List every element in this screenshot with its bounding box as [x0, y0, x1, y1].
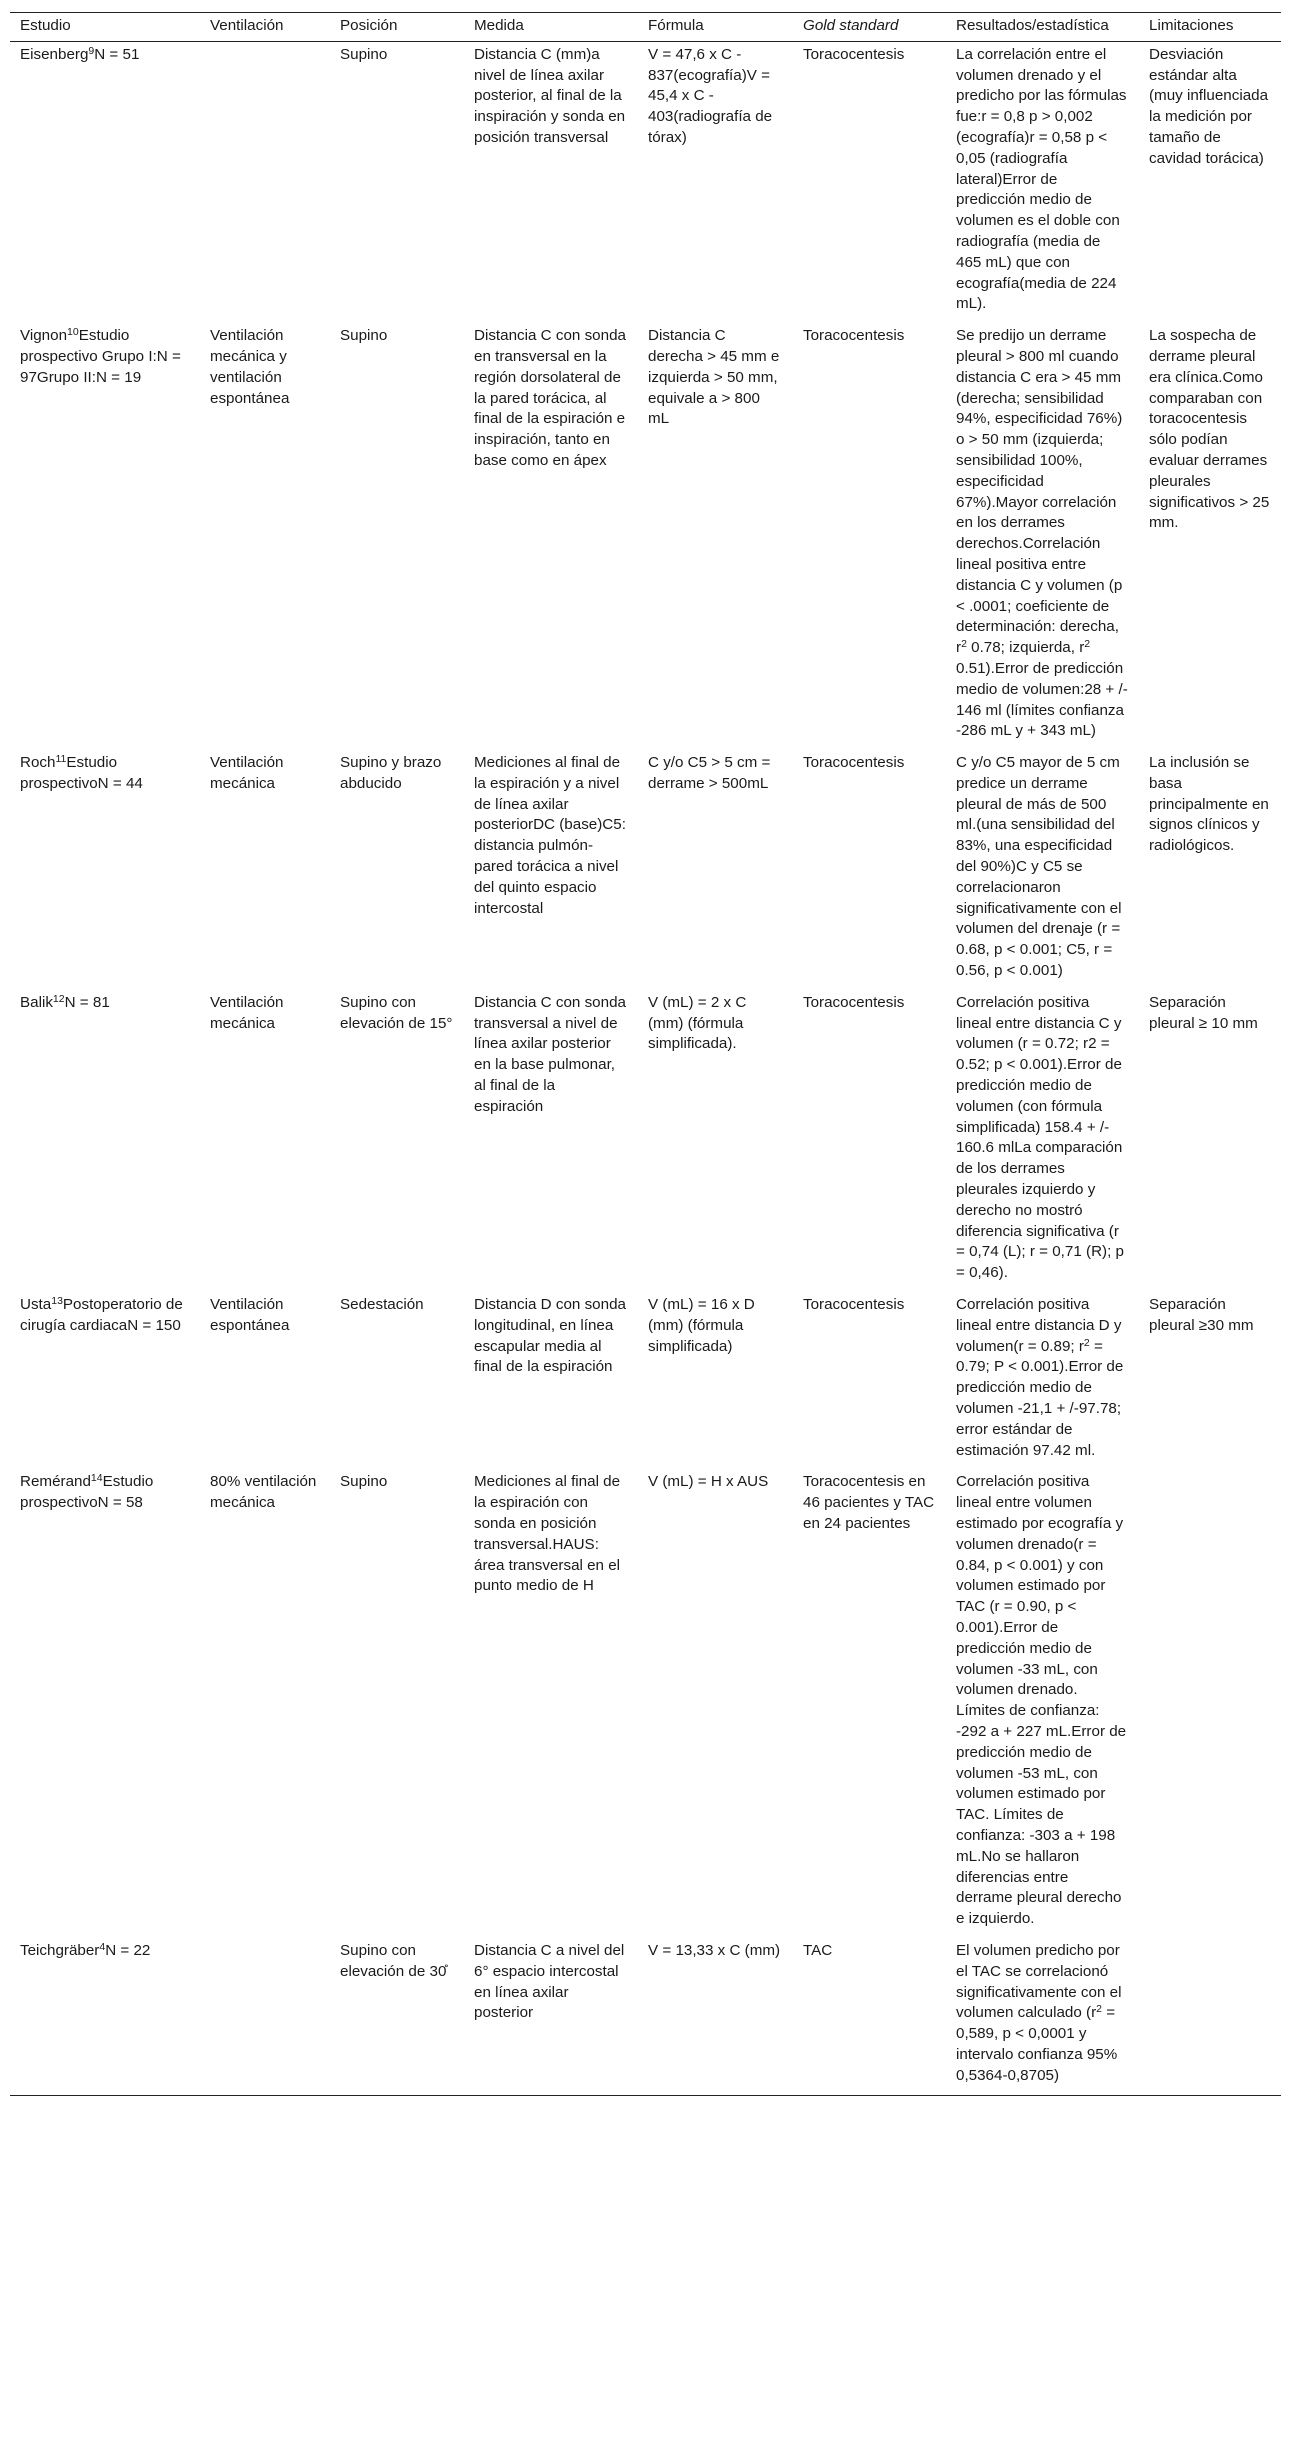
- cell-medida: Mediciones al final de la espiración y a nivel de línea axilar posteriorDC (base)C5: distancia pulmón-pared torácica a nivel del quinto espacio intercostal: [474, 754, 626, 917]
- header-medida: Medida: [474, 17, 524, 34]
- results-text: Se predijo un derrame pleural > 800 ml cuando distancia C era > 45 mm (derecha; sensibilidad 94%, especificidad 76%) o > 50 mm (izquierda; sensibilidad 100%, especificidad 67%).Mayor correlación en los derrames derechos.Correlación lineal positiva entre distancia C y volumen (p < .0001; coeficiente de determinación: derecha, r: [956, 327, 1123, 657]
- header-resultados: Resultados/estadística: [956, 17, 1109, 34]
- superscript: 2: [1096, 2003, 1102, 2016]
- cell-posicion: Supino: [340, 327, 388, 345]
- study-details: Estudio prospectivoN = 58: [20, 1473, 154, 1512]
- cell-limitaciones: [1139, 1938, 1281, 2095]
- study-details: Postoperatorio de cirugía cardiacaN = 150: [20, 1296, 183, 1334]
- header-formula: Fórmula: [648, 17, 704, 34]
- header-gold-standard: Gold standard: [803, 17, 899, 34]
- study-author: Eisenberg: [20, 45, 89, 63]
- cell-estudio: [10, 1469, 200, 1938]
- results-text: La correlación entre el volumen drenado y el predicho por las fórmulas fue:r = 0,8 p > 0,002 (ecografía)r = 0,58 p < 0,05 (radiografía lateral)Error de predicción medio de volumen es el doble con radiografía (media de 465 mL) que con ecografía(media de 224 mL).: [956, 45, 1127, 313]
- study-author: Balik: [20, 993, 53, 1011]
- header-posicion: Posición: [340, 17, 398, 34]
- study-author: Vignon: [20, 327, 68, 345]
- results-text: El volumen predicho por el TAC se correlacionó significativamente con el volumen calculado (r: [956, 1941, 1122, 2022]
- cell-posicion: Supino con elevación de 30̊: [340, 1941, 447, 1980]
- cell-posicion: Supino: [340, 1473, 388, 1491]
- cell-limitaciones: [1139, 1469, 1281, 1938]
- header-estudio: Estudio: [20, 17, 71, 34]
- table-row: [10, 41, 1281, 323]
- cell-gold-standard: Toracocentesis: [803, 993, 905, 1011]
- study-author: Usta: [20, 1296, 52, 1314]
- cell-resultados: [946, 1469, 1139, 1938]
- cell-ventilacion: Ventilación mecánica: [210, 754, 284, 792]
- cell-limitaciones: Desviación estándar alta (muy influenciada la medición por tamaño de cavidad torácica): [1149, 45, 1269, 167]
- cell-medida: Distancia C (mm)a nivel de línea axilar posterior, al final de la inspiración y sonda en posición transversal: [474, 45, 626, 146]
- cell-resultados: [946, 323, 1139, 750]
- superscript: 2: [1083, 1336, 1090, 1349]
- cell-medida: Mediciones al final de la espiración con sonda en posición transversal.HAUS: área transversal en el punto medio de H: [474, 1473, 621, 1595]
- cell-ventilacion: Ventilación mecánica: [210, 993, 284, 1032]
- cell-limitaciones: La sospecha de derrame pleural era clínica.Como comparaban con toracocentesis sólo podían evaluar derrames pleurales significativos > 25 mm.: [1149, 327, 1270, 532]
- cell-limitaciones: La inclusión se basa principalmente en signos clínicos y radiológicos.: [1149, 754, 1269, 855]
- cell-ventilacion: [200, 41, 330, 323]
- superscript: 2: [1084, 638, 1091, 651]
- cell-estudio: [10, 41, 200, 323]
- results-text: Correlación positiva lineal entre distancia D y volumen(r = 0.89; r: [956, 1296, 1122, 1355]
- study-details: N = 51: [94, 45, 140, 63]
- results-text: = 0.79; P < 0.001).Error de predicción medio de volumen -21,1 + /-97.78; error estándar de estimación 97.42 ml.: [956, 1337, 1124, 1459]
- study-reference: 4: [99, 1940, 106, 1953]
- results-text: = 0,589, p < 0,0001 y intervalo confianza 95% 0,5364-0,8705): [956, 2004, 1118, 2084]
- study-reference: 11: [55, 753, 67, 766]
- results-text: Correlación positiva lineal entre distancia C y volumen (r = 0.72; r2 = 0.52; p < 0.001).Error de predicción medio de volumen (con fórmula simplificada) 158.4 + /- 160.6 mlLa comparación de los derrames pleurales izquierdo y derecho no mostró diferencia significativa (r = 0,74 (L); r = 0,71 (R); p = 0,46).: [956, 993, 1124, 1282]
- table-row: [10, 1292, 1281, 1469]
- cell-ventilacion: 80% ventilación mecánica: [210, 1473, 317, 1512]
- results-text: 0.51).Error de predicción medio de volumen:28 + /- 146 ml (límites confianza -286 mL y + 343 mL): [956, 659, 1128, 740]
- ultrasound-pleural-effusion-table: [10, 12, 1281, 2096]
- cell-gold-standard: Toracocentesis: [803, 45, 905, 63]
- cell-ventilacion: Ventilación mecánica y ventilación espontánea: [210, 327, 290, 407]
- cell-resultados: [946, 41, 1139, 323]
- cell-gold-standard: Toracocentesis: [803, 754, 905, 772]
- table-row: [10, 1469, 1281, 1938]
- cell-formula: V = 47,6 x C - 837(ecografía)V = 45,4 x C - 403(radiografía de tórax): [648, 45, 773, 146]
- study-reference: 9: [88, 44, 95, 57]
- study-author: Remérand: [20, 1473, 91, 1491]
- cell-resultados: [946, 750, 1139, 990]
- header-limitaciones: Limitaciones: [1149, 17, 1234, 34]
- cell-medida: Distancia C con sonda transversal a nivel de línea axilar posterior en la base pulmonar, al final de la espiración: [474, 993, 626, 1115]
- cell-gold-standard: Toracocentesis: [803, 327, 905, 345]
- cell-posicion: Supino con elevación de 15°: [340, 993, 453, 1032]
- cell-limitaciones: Separación pleural ≥30 mm: [1149, 1296, 1254, 1334]
- cell-estudio: [10, 323, 200, 750]
- cell-posicion: Supino: [340, 45, 388, 63]
- study-author: Roch: [20, 754, 56, 772]
- cell-formula: V = 13,33 x C (mm): [648, 1941, 781, 1959]
- table-header-row: [10, 13, 1281, 42]
- results-text: C y/o C5 mayor de 5 cm predice un derrame pleural de más de 500 ml.(una sensibilidad del 83%, una especificidad del 90%)C y C5 se correlacionaron significativamente con el volumen del drenaje (r = 0.68, p < 0.001; C5, r = 0.56, p < 0.001): [956, 754, 1122, 980]
- study-reference: 13: [51, 1295, 63, 1308]
- cell-posicion: Sedestación: [340, 1296, 424, 1314]
- cell-gold-standard: Toracocentesis: [803, 1296, 905, 1314]
- cell-limitaciones: Separación pleural ≥ 10 mm: [1149, 993, 1258, 1032]
- cell-estudio: [10, 750, 200, 990]
- cell-ventilacion: Ventilación espontánea: [210, 1296, 290, 1334]
- cell-estudio: [10, 1938, 200, 2095]
- results-text: Correlación positiva lineal entre volumen estimado por ecografía y volumen drenado(r = 0.84, p < 0.001) y con volumen estimado por TAC (r = 0.90, p < 0.001).Error de predicción medio de volumen -33 mL, con volumen drenado. Límites de confianza: -292 a + 227 mL.Error de predicción medio de volumen -53 mL, con volumen estimado por TAC. Límites de confianza: -303 a + 198 mL.No se hallaron diferencias entre derrame pleural derecho e izquierdo.: [956, 1473, 1127, 1928]
- results-text: 0.78; izquierda, r: [966, 639, 1085, 657]
- cell-formula: V (mL) = 16 x D (mm) (fórmula simplificada): [648, 1296, 755, 1355]
- cell-medida: Distancia C con sonda en transversal en la región dorsolateral de la pared torácica, al final de la espiración e inspiración, tanto en base como en ápex: [474, 327, 626, 469]
- cell-formula: V (mL) = H x AUS: [648, 1473, 769, 1491]
- study-details: Estudio prospectivoN = 44: [20, 754, 143, 792]
- superscript: 2: [961, 638, 967, 651]
- cell-resultados: [946, 1292, 1139, 1469]
- cell-estudio: [10, 1292, 200, 1469]
- table-row: [10, 750, 1281, 990]
- cell-posicion: Supino y brazo abducido: [340, 754, 442, 792]
- cell-ventilacion: [200, 1938, 330, 2095]
- study-author: Teichgräber: [20, 1941, 100, 1959]
- study-details: N = 22: [105, 1941, 151, 1959]
- cell-formula: Distancia C derecha > 45 mm e izquierda > 50 mm, equivale a > 800 mL: [648, 327, 780, 428]
- study-reference: 12: [52, 992, 65, 1005]
- cell-resultados: [946, 990, 1139, 1292]
- header-ventilacion: Ventilación: [210, 17, 284, 34]
- cell-medida: Distancia D con sonda longitudinal, en línea escapular media al final de la espiración: [474, 1296, 626, 1376]
- cell-medida: Distancia C a nivel del 6° espacio intercostal en línea axilar posterior: [474, 1941, 625, 2022]
- study-details: Estudio prospectivo Grupo I:N = 97Grupo II:N = 19: [20, 327, 181, 386]
- table-row: [10, 323, 1281, 750]
- cell-formula: C y/o C5 > 5 cm = derrame > 500mL: [648, 754, 771, 792]
- table-row: [10, 990, 1281, 1292]
- cell-gold-standard: Toracocentesis en 46 pacientes y TAC en 24 pacientes: [803, 1473, 935, 1532]
- study-reference: 10: [67, 326, 79, 339]
- cell-estudio: [10, 990, 200, 1292]
- cell-resultados: [946, 1938, 1139, 2095]
- study-details: N = 81: [64, 993, 110, 1011]
- cell-formula: V (mL) = 2 x C (mm) (fórmula simplificada).: [648, 993, 747, 1053]
- study-reference: 14: [90, 1472, 103, 1485]
- cell-gold-standard: TAC: [803, 1941, 833, 1959]
- table-row: [10, 1938, 1281, 2095]
